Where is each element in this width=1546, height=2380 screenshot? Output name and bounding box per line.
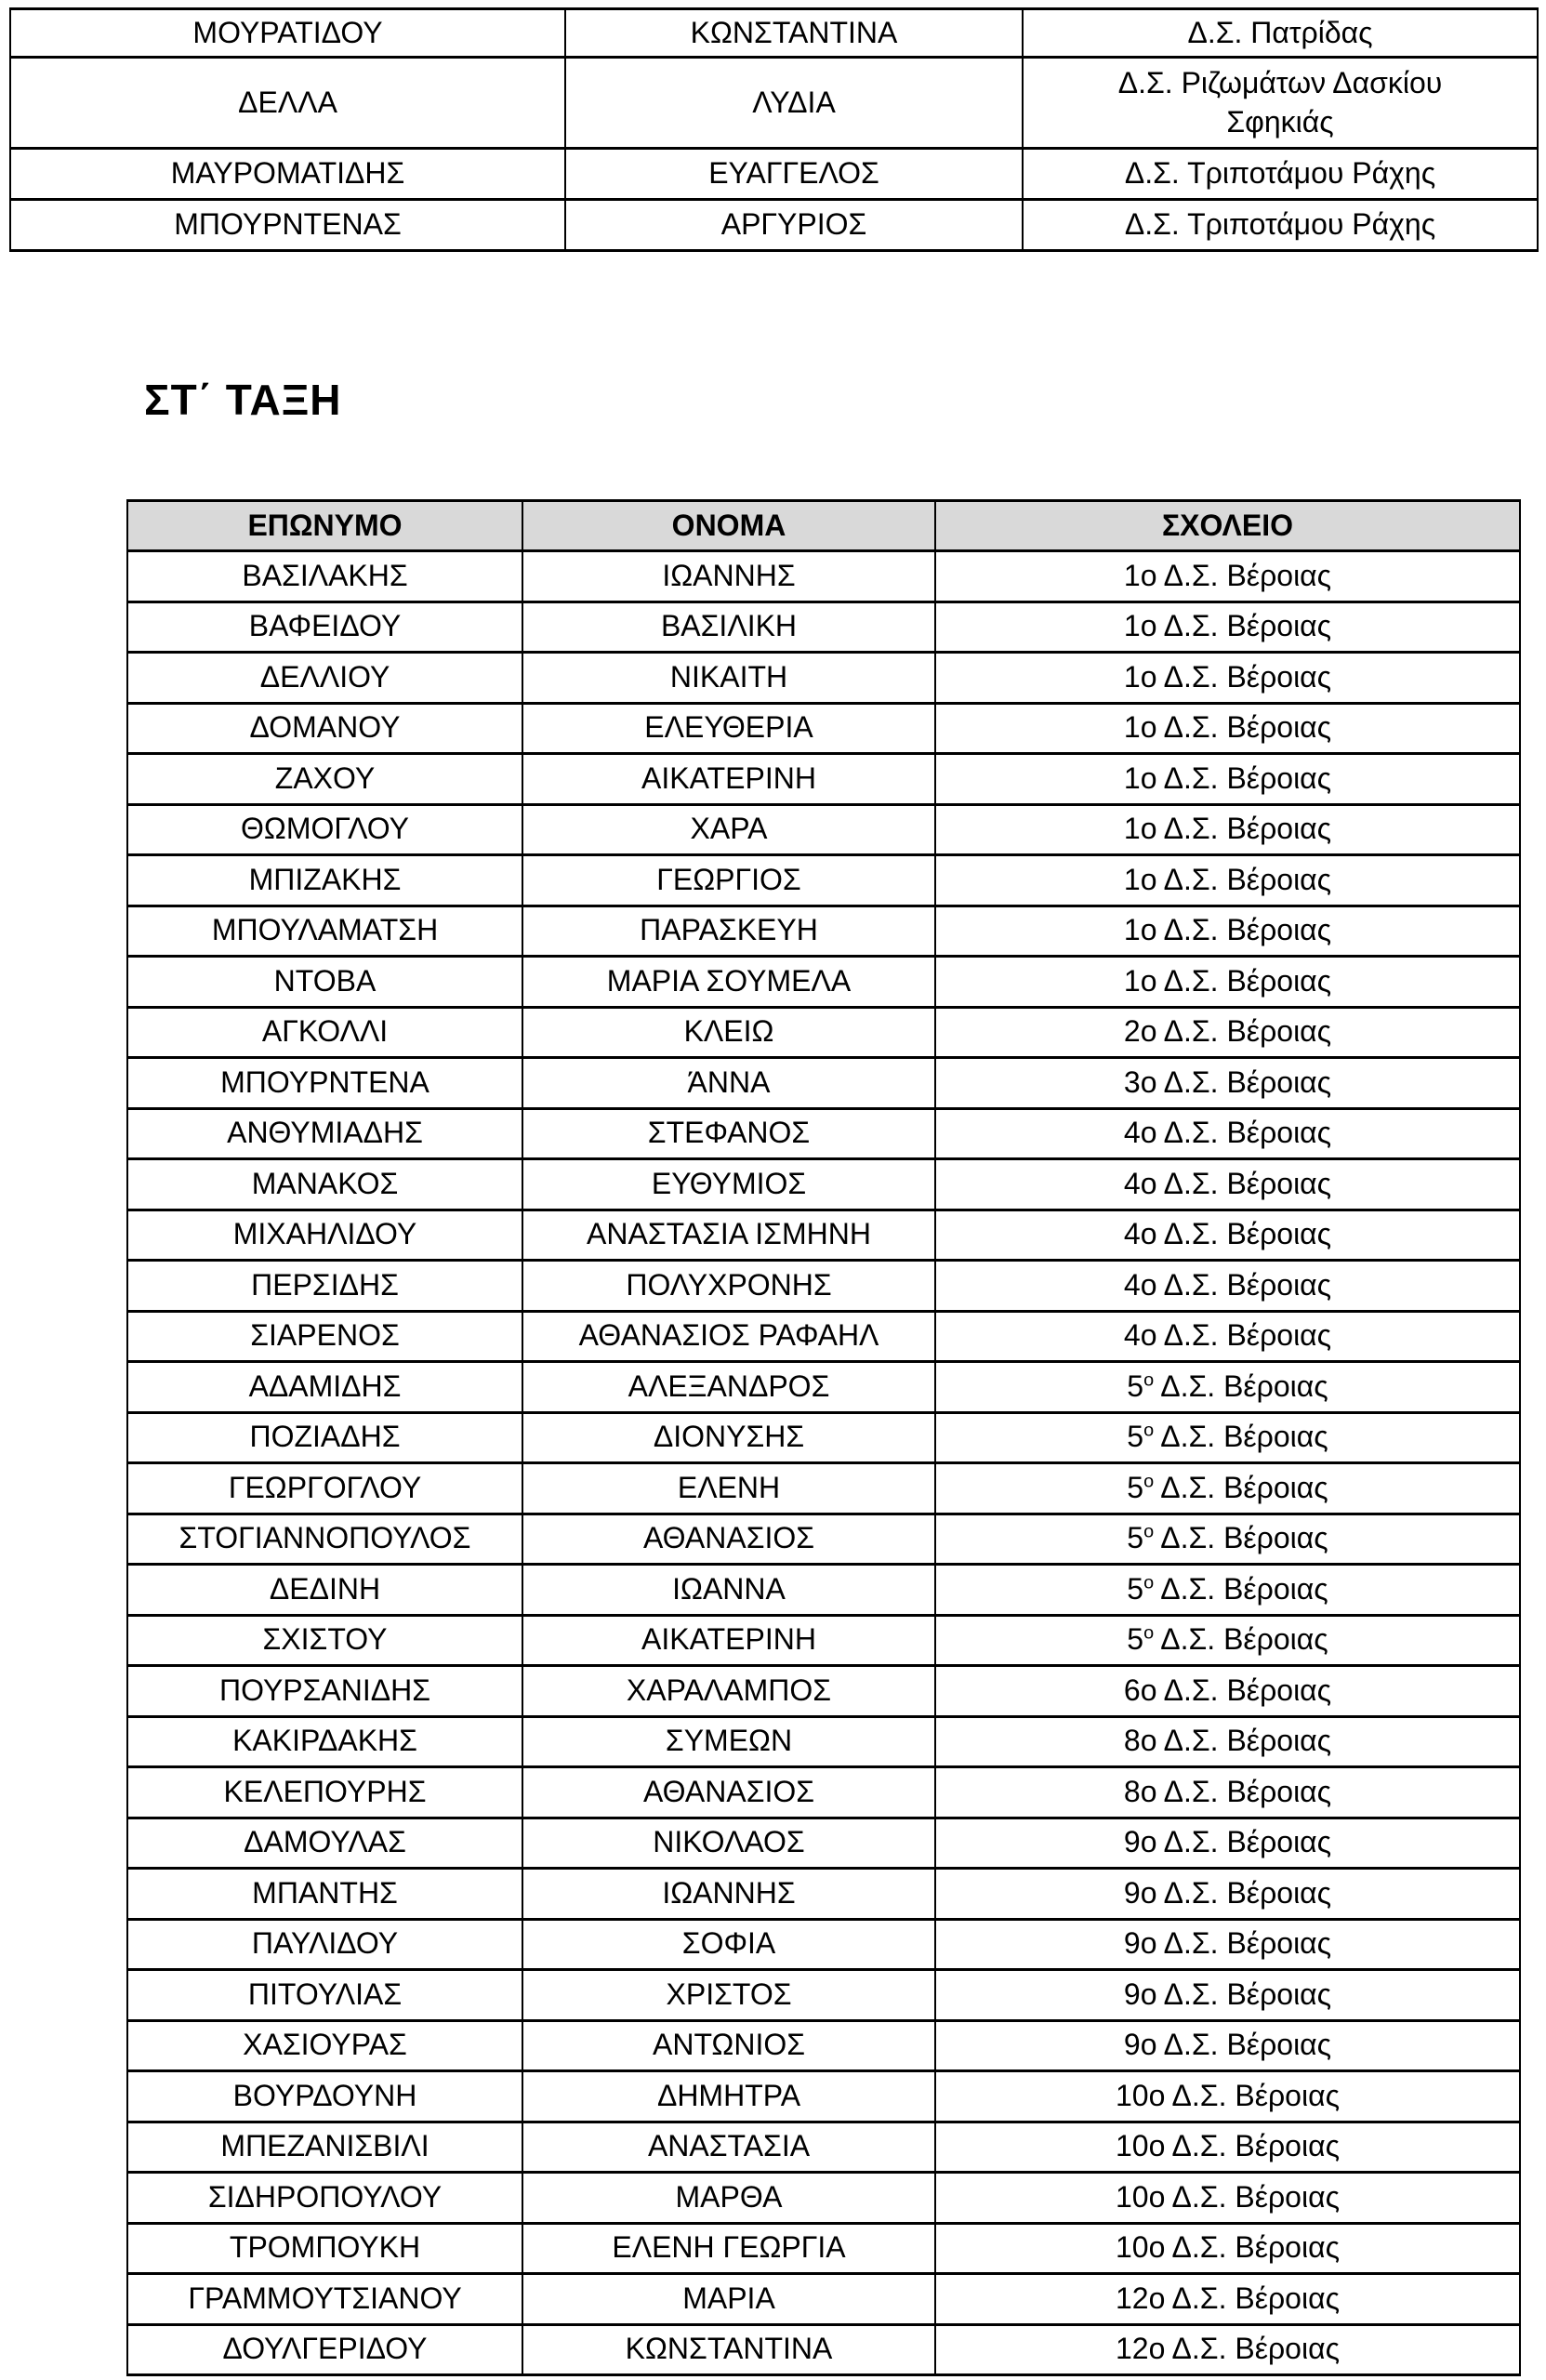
name-cell: ΑΘΑΝΑΣΙΟΣ ΡΑΦΑΗΛ (522, 1311, 935, 1362)
table-row (127, 2173, 1520, 2224)
school-cell (935, 602, 1520, 653)
school-cell (935, 906, 1520, 957)
table-row (127, 2324, 1520, 2375)
school-cell (935, 957, 1520, 1008)
school-text: 12ο Δ.Σ. Βέροιας (1116, 2281, 1340, 2315)
surname-cell: ΚΕΛΕΠΟΥΡΗΣ (127, 1767, 522, 1818)
school-line: Δ.Σ. Πατρίδας (1187, 15, 1373, 49)
table-row (127, 754, 1520, 805)
surname-cell: ΣΤΟΓΙΑΝΝΟΠΟΥΛΟΣ (127, 1514, 522, 1565)
school-text: 1ο Δ.Σ. Βέροιας (1123, 558, 1332, 592)
surname-cell: ΔΕΛΛΑ (10, 58, 565, 149)
name-cell: ΕΥΑΓΓΕΛΟΣ (565, 149, 1023, 200)
school-text: Δ.Σ. Βέροιας (1154, 1368, 1328, 1403)
table-row (127, 1058, 1520, 1109)
surname-cell: ΑΔΑΜΙΔΗΣ (127, 1362, 522, 1413)
school-text: 4ο Δ.Σ. Βέροιας (1123, 1166, 1332, 1200)
school-cell (935, 1666, 1520, 1717)
surname-cell: ΑΝΘΥΜΙΑΔΗΣ (127, 1108, 522, 1159)
table-row (127, 1919, 1520, 1970)
school-cell (935, 1058, 1520, 1109)
table-row (127, 1514, 1520, 1565)
table-row (127, 1666, 1520, 1717)
school-text: 4ο Δ.Σ. Βέροιας (1123, 1116, 1332, 1150)
table-row (127, 1007, 1520, 1058)
school-line: Δ.Σ. Ριζωμάτων Δασκίου (1117, 65, 1443, 99)
surname-cell: ΔΟΥΛΓΕΡΙΔΟΥ (127, 2324, 522, 2375)
school-text: 4ο Δ.Σ. Βέροιας (1123, 1267, 1332, 1302)
section-heading: ΣΤ΄ ΤΑΞΗ (144, 376, 342, 424)
school-text: 1ο Δ.Σ. Βέροιας (1123, 812, 1332, 846)
table-row (127, 1615, 1520, 1666)
surname-cell: ΔΕΔΙΝΗ (127, 1565, 522, 1616)
header-row (127, 501, 1520, 551)
school-text: 9ο Δ.Σ. Βέροιας (1123, 1825, 1332, 1859)
school-cell (935, 1159, 1520, 1210)
name-cell: ΑΙΚΑΤΕΡΙΝΗ (522, 1615, 935, 1666)
table-row (127, 551, 1520, 602)
name-cell: ΙΩΑΝΝΑ (522, 1565, 935, 1616)
school-cell (935, 1716, 1520, 1767)
surname-cell: ΒΟΥΡΔΟΥΝΗ (127, 2071, 522, 2122)
table-row (10, 9, 1538, 58)
surname-cell: ΓΡΑΜΜΟΥΤΣΙΑΝΟΥ (127, 2274, 522, 2325)
top-table-body (10, 9, 1538, 251)
school-cell (935, 1412, 1520, 1463)
surname-cell: ΔΟΜΑΝΟΥ (127, 703, 522, 754)
school-text: 3ο Δ.Σ. Βέροιας (1123, 1064, 1332, 1099)
name-cell: ΕΛΕΝΗ (522, 1463, 935, 1514)
table-row (127, 1565, 1520, 1616)
table-row (127, 1412, 1520, 1463)
ordinal-superscript: ο (1143, 1622, 1155, 1644)
table-row (127, 1970, 1520, 2021)
table-row (127, 1463, 1520, 1514)
name-cell: ΑΝΤΩΝΙΟΣ (522, 2020, 935, 2071)
school-cell (935, 1362, 1520, 1413)
school-text: 5 (1127, 1470, 1144, 1504)
school-cell (935, 1108, 1520, 1159)
school-text: 9ο Δ.Σ. Βέροιας (1123, 2028, 1332, 2062)
table-row (10, 58, 1538, 149)
name-cell: ΜΑΡΙΑ (522, 2274, 935, 2325)
table-row (127, 2223, 1520, 2274)
school-text: 1ο Δ.Σ. Βέροιας (1123, 659, 1332, 694)
name-cell: ΧΡΙΣΤΟΣ (522, 1970, 935, 2021)
name-cell: ΣΤΕΦΑΝΟΣ (522, 1108, 935, 1159)
school-cell (935, 2122, 1520, 2173)
surname-cell: ΘΩΜΟΓΛΟΥ (127, 804, 522, 855)
ordinal-superscript: ο (1143, 1572, 1155, 1593)
school-text: 4ο Δ.Σ. Βέροιας (1123, 1318, 1332, 1353)
school-text: Δ.Σ. Βέροιας (1154, 1470, 1328, 1504)
top-table (9, 7, 1539, 252)
table-row (127, 1311, 1520, 1362)
name-cell: ΛΥΔΙΑ (565, 58, 1023, 149)
name-cell: ΧΑΡΑΛΑΜΠΟΣ (522, 1666, 935, 1717)
surname-cell: ΜΑΝΑΚΟΣ (127, 1159, 522, 1210)
school-text: 10ο Δ.Σ. Βέροιας (1116, 2230, 1340, 2265)
school-text: 6ο Δ.Σ. Βέροιας (1123, 1673, 1332, 1707)
school-cell (1023, 58, 1538, 149)
school-cell (935, 1514, 1520, 1565)
school-text: 10ο Δ.Σ. Βέροιας (1116, 2179, 1340, 2214)
school-text: 9ο Δ.Σ. Βέροιας (1123, 1875, 1332, 1910)
surname-cell: ΠΟΖΙΑΔΗΣ (127, 1412, 522, 1463)
school-text: 5 (1127, 1521, 1144, 1555)
school-text: Δ.Σ. Βέροιας (1154, 1622, 1328, 1657)
name-cell: ΙΩΑΝΝΗΣ (522, 1869, 935, 1920)
school-line: Δ.Σ. Τριποτάμου Ράχης (1124, 207, 1436, 242)
surname-cell: ΜΑΥΡΟΜΑΤΙΔΗΣ (10, 149, 565, 200)
school-cell (935, 653, 1520, 704)
school-cell (935, 2020, 1520, 2071)
surname-cell: ΝΤΟΒΑ (127, 957, 522, 1008)
school-text: 9ο Δ.Σ. Βέροιας (1123, 1926, 1332, 1961)
school-cell (935, 1615, 1520, 1666)
table-row (127, 804, 1520, 855)
surname-cell: ΜΠΟΥΡΝΤΕΝΑΣ (10, 200, 565, 251)
surname-cell: ΠΙΤΟΥΛΙΑΣ (127, 1970, 522, 2021)
surname-cell: ΠΑΥΛΙΔΟΥ (127, 1919, 522, 1970)
school-cell (935, 1565, 1520, 1616)
surname-cell: ΑΓΚΟΛΛΙ (127, 1007, 522, 1058)
school-line: Σφηκιάς (1226, 104, 1334, 139)
school-cell (935, 855, 1520, 906)
table-row (127, 1716, 1520, 1767)
ordinal-superscript: ο (1143, 1471, 1155, 1492)
school-cell (935, 1261, 1520, 1312)
school-text: 10ο Δ.Σ. Βέροιας (1116, 2078, 1340, 2112)
school-text: 1ο Δ.Σ. Βέροιας (1123, 760, 1332, 795)
school-text: 1ο Δ.Σ. Βέροιας (1123, 710, 1332, 745)
surname-cell: ΜΠΟΥΡΝΤΕΝΑ (127, 1058, 522, 1109)
name-cell: ΠΑΡΑΣΚΕΥΗ (522, 906, 935, 957)
surname-cell: ΜΙΧΑΗΛΙΔΟΥ (127, 1210, 522, 1261)
name-cell: ΑΙΚΑΤΕΡΙΝΗ (522, 754, 935, 805)
surname-cell: ΠΕΡΣΙΔΗΣ (127, 1261, 522, 1312)
name-cell: ΚΩΝΣΤΑΝΤΙΝΑ (565, 9, 1023, 58)
school-cell (935, 2173, 1520, 2224)
school-cell (935, 1869, 1520, 1920)
table-row (127, 2122, 1520, 2173)
surname-cell: ΜΠΟΥΛΑΜΑΤΣΗ (127, 906, 522, 957)
school-cell (935, 1210, 1520, 1261)
name-cell: ΧΑΡΑ (522, 804, 935, 855)
surname-cell: ΣΙΔΗΡΟΠΟΥΛΟΥ (127, 2173, 522, 2224)
school-text: 12ο Δ.Σ. Βέροιας (1116, 2332, 1340, 2366)
name-cell: ΑΘΑΝΑΣΙΟΣ (522, 1514, 935, 1565)
school-text: Δ.Σ. Βέροιας (1154, 1420, 1328, 1454)
school-cell (935, 2223, 1520, 2274)
main-table-body (127, 551, 1520, 2375)
header-school: ΣΧΟΛΕΙΟ (935, 501, 1520, 551)
name-cell: ΚΩΝΣΤΑΝΤΙΝΑ (522, 2324, 935, 2375)
school-cell (1023, 9, 1538, 58)
surname-cell: ΧΑΣΙΟΥΡΑΣ (127, 2020, 522, 2071)
table-row (127, 1210, 1520, 1261)
table-row (10, 149, 1538, 200)
school-cell (935, 551, 1520, 602)
name-cell: ΕΛΕΝΗ ΓΕΩΡΓΙΑ (522, 2223, 935, 2274)
school-text: Δ.Σ. Βέροιας (1154, 1571, 1328, 1606)
school-cell (935, 1007, 1520, 1058)
name-cell: ΑΛΕΞΑΝΔΡΟΣ (522, 1362, 935, 1413)
school-text: 5 (1127, 1368, 1144, 1403)
ordinal-superscript: ο (1143, 1420, 1155, 1441)
surname-cell: ΜΟΥΡΑΤΙΔΟΥ (10, 9, 565, 58)
surname-cell: ΤΡΟΜΠΟΥΚΗ (127, 2223, 522, 2274)
school-cell (935, 804, 1520, 855)
surname-cell: ΜΠΙΖΑΚΗΣ (127, 855, 522, 906)
school-cell (1023, 149, 1538, 200)
school-cell (935, 1970, 1520, 2021)
name-cell: ΙΩΑΝΝΗΣ (522, 551, 935, 602)
header-surname: ΕΠΩΝΥΜΟ (127, 501, 522, 551)
table-row (127, 1362, 1520, 1413)
main-table (126, 499, 1521, 2376)
school-cell (935, 1463, 1520, 1514)
name-cell: ΝΙΚΟΛΑΟΣ (522, 1818, 935, 1869)
school-cell (935, 1311, 1520, 1362)
school-cell (935, 1919, 1520, 1970)
school-text: 4ο Δ.Σ. Βέροιας (1123, 1217, 1332, 1251)
name-cell: ΑΝΑΣΤΑΣΙΑ ΙΣΜΗΝΗ (522, 1210, 935, 1261)
school-text: 9ο Δ.Σ. Βέροιας (1123, 1977, 1332, 2011)
table-row (127, 1767, 1520, 1818)
school-cell (935, 703, 1520, 754)
name-cell: ΚΛΕΙΩ (522, 1007, 935, 1058)
table-row (10, 200, 1538, 251)
school-cell (935, 2071, 1520, 2122)
school-cell (935, 1767, 1520, 1818)
name-cell: ΜΑΡΘΑ (522, 2173, 935, 2224)
name-cell: ΠΟΛΥΧΡΟΝΗΣ (522, 1261, 935, 1312)
surname-cell: ΔΕΛΛΙΟΥ (127, 653, 522, 704)
main-table-head (127, 501, 1520, 551)
name-cell: ΒΑΣΙΛΙΚΗ (522, 602, 935, 653)
table-row (127, 2274, 1520, 2325)
school-text: 8ο Δ.Σ. Βέροιας (1123, 1774, 1332, 1808)
school-text: 5 (1127, 1571, 1144, 1606)
surname-cell: ΔΑΜΟΥΛΑΣ (127, 1818, 522, 1869)
surname-cell: ΓΕΩΡΓΟΓΛΟΥ (127, 1463, 522, 1514)
surname-cell: ΣΙΑΡΕΝΟΣ (127, 1311, 522, 1362)
header-name: ΟΝΟΜΑ (522, 501, 935, 551)
name-cell: ΑΡΓΥΡΙΟΣ (565, 200, 1023, 251)
surname-cell: ΣΧΙΣΤΟΥ (127, 1615, 522, 1666)
table-row (127, 1818, 1520, 1869)
surname-cell: ΜΠΕΖΑΝΙΣΒΙΛΙ (127, 2122, 522, 2173)
school-text: 1ο Δ.Σ. Βέροιας (1123, 609, 1332, 643)
school-text: 2ο Δ.Σ. Βέροιας (1123, 1014, 1332, 1049)
table-row (127, 602, 1520, 653)
name-cell: ΓΕΩΡΓΙΟΣ (522, 855, 935, 906)
school-cell (935, 754, 1520, 805)
school-cell (935, 1818, 1520, 1869)
table-row (127, 957, 1520, 1008)
table-row (127, 1261, 1520, 1312)
name-cell: ΣΥΜΕΩΝ (522, 1716, 935, 1767)
school-cell (1023, 200, 1538, 251)
name-cell: ΕΛΕΥΘΕΡΙΑ (522, 703, 935, 754)
school-cell (935, 2274, 1520, 2325)
surname-cell: ΜΠΑΝΤΗΣ (127, 1869, 522, 1920)
name-cell: ΆΝΝΑ (522, 1058, 935, 1109)
name-cell: ΔΗΜΗΤΡΑ (522, 2071, 935, 2122)
school-text: 8ο Δ.Σ. Βέροιας (1123, 1724, 1332, 1758)
school-text: Δ.Σ. Βέροιας (1154, 1521, 1328, 1555)
school-text: 5 (1127, 1622, 1144, 1657)
table-row (127, 703, 1520, 754)
school-text: 1ο Δ.Σ. Βέροιας (1123, 963, 1332, 998)
surname-cell: ΖΑΧΟΥ (127, 754, 522, 805)
school-line: Δ.Σ. Τριποτάμου Ράχης (1124, 156, 1436, 191)
ordinal-superscript: ο (1143, 1369, 1155, 1391)
name-cell: ΑΘΑΝΑΣΙΟΣ (522, 1767, 935, 1818)
surname-cell: ΒΑΦΕΙΔΟΥ (127, 602, 522, 653)
school-text: 1ο Δ.Σ. Βέροιας (1123, 862, 1332, 896)
table-row (127, 855, 1520, 906)
name-cell: ΕΥΘΥΜΙΟΣ (522, 1159, 935, 1210)
surname-cell: ΒΑΣΙΛΑΚΗΣ (127, 551, 522, 602)
name-cell: ΝΙΚΑΙΤΗ (522, 653, 935, 704)
school-text: 1ο Δ.Σ. Βέροιας (1123, 913, 1332, 947)
school-cell (935, 2324, 1520, 2375)
name-cell: ΑΝΑΣΤΑΣΙΑ (522, 2122, 935, 2173)
school-text: 5 (1127, 1420, 1144, 1454)
ordinal-superscript: ο (1143, 1521, 1155, 1542)
table-row (127, 1159, 1520, 1210)
table-row (127, 2071, 1520, 2122)
surname-cell: ΠΟΥΡΣΑΝΙΔΗΣ (127, 1666, 522, 1717)
name-cell: ΜΑΡΙΑ ΣΟΥΜΕΛΑ (522, 957, 935, 1008)
name-cell: ΔΙΟΝΥΣΗΣ (522, 1412, 935, 1463)
name-cell: ΣΟΦΙΑ (522, 1919, 935, 1970)
table-row (127, 653, 1520, 704)
surname-cell: ΚΑΚΙΡΔΑΚΗΣ (127, 1716, 522, 1767)
school-text: 10ο Δ.Σ. Βέροιας (1116, 2129, 1340, 2163)
table-row (127, 2020, 1520, 2071)
table-row (127, 906, 1520, 957)
table-row (127, 1869, 1520, 1920)
table-row (127, 1108, 1520, 1159)
